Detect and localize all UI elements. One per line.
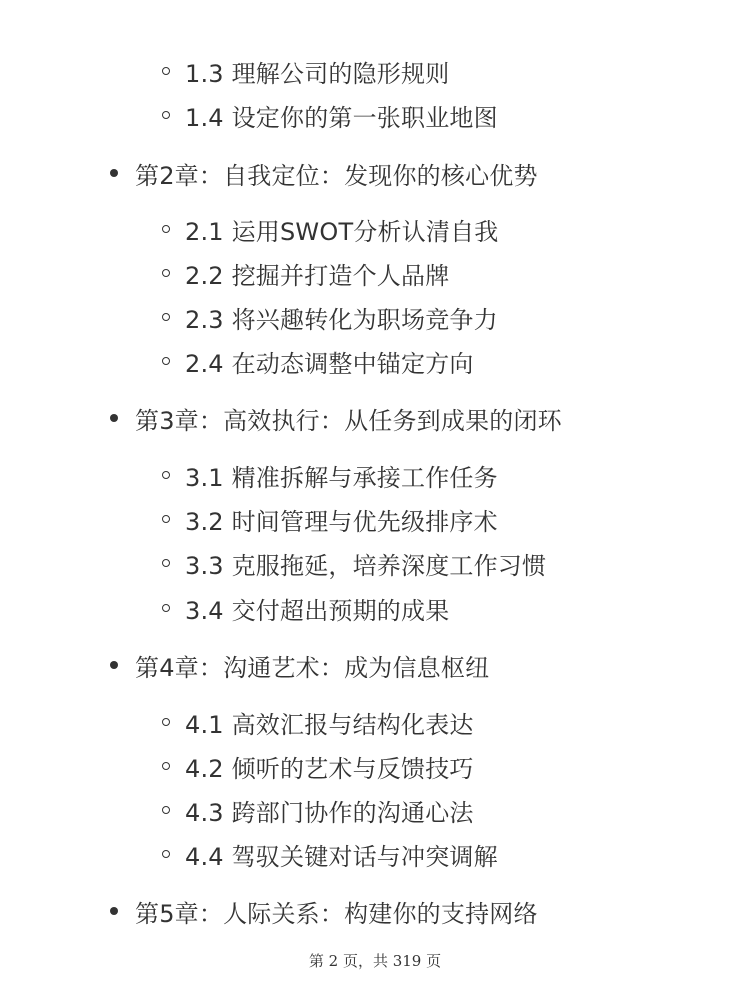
toc-subsection-label: 4.3 跨部门协作的沟通心法: [185, 798, 474, 827]
toc-chapter-label: 第3章：高效执行：从任务到成果的闭环: [135, 406, 562, 435]
toc-chapter-label: 第5章：人际关系：构建你的支持网络: [135, 899, 538, 928]
toc-subsection-item: [162, 211, 499, 247]
toc-subsection-label: 2.1 运用SWOT分析认清自我: [185, 217, 499, 246]
toc-subsection-item: [162, 836, 498, 872]
circle-bullet-icon: [162, 806, 170, 814]
toc-subsection-label: 2.2 挖掘并打造个人品牌: [185, 261, 450, 290]
toc-subsection-item: [162, 792, 474, 828]
toc-subsection-label: 2.3 将兴趣转化为职场竞争力: [185, 305, 498, 334]
circle-bullet-icon: [162, 67, 170, 75]
toc-subsection-item: [162, 545, 546, 581]
circle-bullet-icon: [162, 269, 170, 277]
toc-subsection-label: 3.2 时间管理与优先级排序术: [185, 507, 498, 536]
circle-bullet-icon: [162, 718, 170, 726]
toc-subsection-label: 4.4 驾驭关键对话与冲突调解: [185, 842, 498, 871]
circle-bullet-icon: [162, 850, 170, 858]
toc-subsection-item: [162, 97, 498, 133]
toc-subsection-label: 3.4 交付超出预期的成果: [185, 596, 450, 625]
toc-subsection-item: [162, 590, 449, 626]
toc-chapter-item: [110, 893, 538, 929]
toc-subsection-item: [162, 501, 498, 537]
toc-subsection-label: 4.2 倾听的艺术与反馈技巧: [185, 754, 474, 783]
toc-subsection-item: [162, 343, 474, 379]
toc-chapter-item: [110, 647, 489, 683]
circle-bullet-icon: [162, 471, 170, 479]
disc-bullet-icon: [110, 661, 118, 669]
toc-subsection-label: 2.4 在动态调整中锚定方向: [185, 349, 474, 378]
circle-bullet-icon: [162, 515, 170, 523]
disc-bullet-icon: [110, 907, 118, 915]
toc-chapter-label: 第4章：沟通艺术：成为信息枢纽: [135, 653, 490, 682]
circle-bullet-icon: [162, 111, 170, 119]
toc-subsection-label: 1.4 设定你的第一张职业地图: [185, 103, 498, 132]
circle-bullet-icon: [162, 225, 170, 233]
circle-bullet-icon: [162, 604, 170, 612]
circle-bullet-icon: [162, 313, 170, 321]
toc-subsection-label: 4.1 高效汇报与结构化表达: [185, 710, 474, 739]
disc-bullet-icon: [110, 414, 118, 422]
toc-subsection-label: 3.3 克服拖延，培养深度工作习惯: [185, 551, 547, 580]
toc-subsection-item: [162, 255, 449, 291]
circle-bullet-icon: [162, 762, 170, 770]
circle-bullet-icon: [162, 357, 170, 365]
toc-subsection-item: [162, 704, 474, 740]
disc-bullet-icon: [110, 169, 118, 177]
toc-subsection-label: 1.3 理解公司的隐形规则: [185, 59, 450, 88]
toc-subsection-item: [162, 457, 498, 493]
circle-bullet-icon: [162, 559, 170, 567]
toc-subsection-label: 3.1 精准拆解与承接工作任务: [185, 463, 498, 492]
toc-subsection-item: [162, 748, 474, 784]
toc-chapter-item: [110, 400, 562, 436]
page-indicator: 第 2 页，共 319 页: [308, 952, 442, 970]
toc-chapter-label: 第2章：自我定位：发现你的核心优势: [135, 161, 538, 190]
toc-subsection-item: [162, 53, 449, 89]
toc-subsection-item: [162, 299, 498, 335]
toc-chapter-item: [110, 155, 538, 191]
